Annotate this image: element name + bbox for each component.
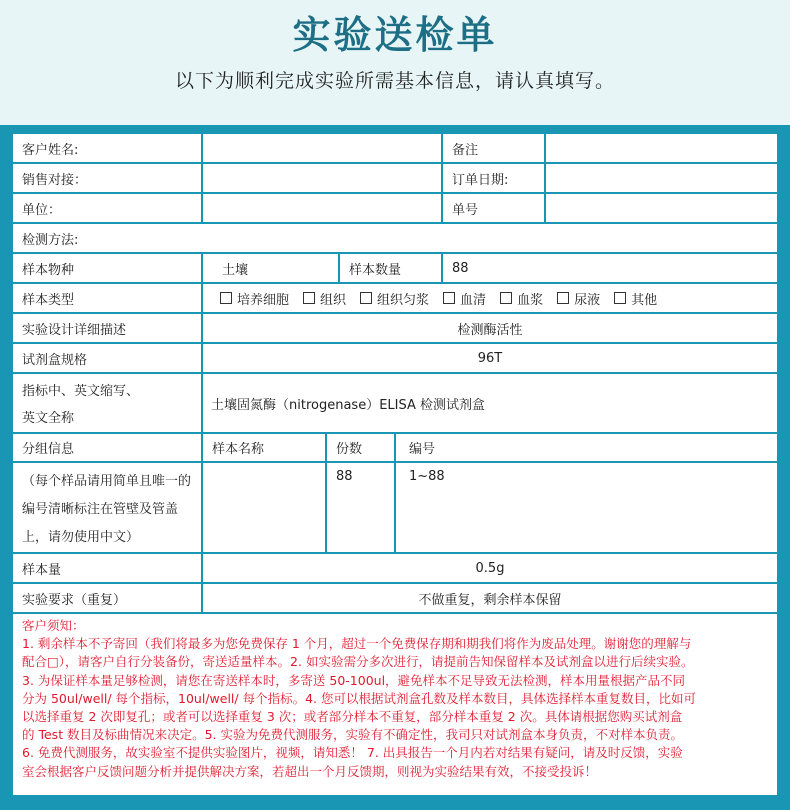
- page-title: 实验送检单: [292, 13, 498, 57]
- sample-name-field[interactable]: [203, 463, 327, 552]
- row-group-values: [13, 463, 777, 554]
- row-requirement: [13, 584, 777, 614]
- kit-spec-label: 试剂盒规格: [13, 344, 203, 372]
- unit-label: 单位：: [13, 194, 203, 222]
- checkbox-icon[interactable]: [303, 292, 315, 304]
- indicator-value[interactable]: 土壤固氮酶（nitrogenase）ELISA 检测试剂盒: [211, 397, 485, 413]
- notice-line: 室会根据客户反馈问题分析并提供解决方案，若超出一个月反馈期，则视为实验结果有效，不接受投诉！: [22, 763, 598, 779]
- customer-name-label: 客户姓名:: [13, 134, 203, 162]
- sample-type-option-label: 其他: [631, 292, 658, 308]
- sample-type-option[interactable]: [500, 289, 543, 308]
- sample-type-option[interactable]: [360, 289, 429, 308]
- requirement-label: 实验要求（重复）: [13, 584, 203, 612]
- sample-type-option-label: 血浆: [517, 292, 544, 308]
- indicator-label-line: 指标中、英文缩写、: [22, 384, 140, 399]
- form-frame: [0, 125, 790, 810]
- notice-line: 以选择重复 2 次即复孔；或者可以选择重复 3 次；或者部分样本不重复，部分样本重复 2 次。具体请根据您购买试剂盒: [22, 709, 683, 725]
- notice-line: 6. 免费代测服务，故实验室不提供实验图片，视频，请知悉！ 7. 出具报告一个月内若对结果有疑问，请及时反馈，实验: [22, 745, 683, 761]
- sample-type-option-label: 组织: [320, 292, 347, 308]
- row-species: [13, 254, 777, 284]
- sample-type-label: 样本类型: [13, 284, 203, 312]
- sample-type-option-label: 培养细胞: [237, 292, 290, 308]
- requirement-value[interactable]: 不做重复，剩余样本保留: [418, 592, 562, 608]
- row-design: [13, 314, 777, 344]
- row-indicator: [13, 374, 777, 434]
- sample-type-option-label: 血清: [460, 292, 487, 308]
- sample-type-option[interactable]: [557, 289, 600, 308]
- copies-header: 份数: [327, 434, 396, 461]
- row-unit: [13, 194, 777, 224]
- page-subtitle: 以下为顺利完成实验所需基本信息，请认真填写。: [174, 70, 615, 92]
- checkbox-icon[interactable]: [220, 292, 232, 304]
- order-date-label: 订单日期:: [443, 164, 546, 192]
- notice-line: 1. 剩余样本不予寄回（我们将最多为您免费保存 1 个月，超过一个免费保存期和期我们将作为废品处理。谢谢您的理解与: [22, 636, 692, 652]
- row-sample-type: [13, 284, 777, 314]
- sample-type-option[interactable]: [443, 289, 486, 308]
- remark-field[interactable]: [546, 134, 777, 162]
- group-note-line: （每个样品请用简单且唯一的: [22, 473, 192, 489]
- notice-line: 配合□），请客户自行分装备份，寄送适量样本。2. 如实验需分多次进行，请提前告知保留样本及试剂盒以进行后续实验。: [22, 654, 694, 670]
- row-group-header: [13, 434, 777, 463]
- notice-line: 分为 50ul/well/ 每个指标，10ul/well/ 每个指标。4. 您可以根据试剂盒孔数及样本数目，具体选择样本重复数目，比如可: [22, 690, 696, 706]
- checkbox-icon[interactable]: [443, 292, 455, 304]
- number-header: 编号: [409, 442, 436, 457]
- number-value[interactable]: 1~88: [409, 469, 445, 484]
- copies-value[interactable]: 88: [327, 463, 396, 552]
- group-note-line: 编号清晰标注在管壁及管盖: [22, 501, 179, 517]
- method-label: 检测方法:: [22, 232, 79, 248]
- sample-count-label: 样本数量: [340, 254, 443, 282]
- sample-type-options: [203, 284, 777, 312]
- order-date-field[interactable]: [546, 164, 777, 192]
- checkbox-icon[interactable]: [614, 292, 626, 304]
- order-number-field[interactable]: [546, 194, 777, 222]
- checkbox-icon[interactable]: [500, 292, 512, 304]
- sales-contact-field[interactable]: [203, 164, 443, 192]
- species-value[interactable]: 土壤: [203, 254, 340, 282]
- group-note-line: 上，请勿使用中文）: [22, 530, 140, 546]
- sample-type-option[interactable]: [303, 289, 346, 308]
- checkbox-icon[interactable]: [557, 292, 569, 304]
- checkbox-icon[interactable]: [360, 292, 372, 304]
- customer-name-field[interactable]: [203, 134, 443, 162]
- indicator-label-line: 英文全称: [22, 411, 75, 426]
- row-sales-contact: [13, 164, 777, 194]
- row-amount: [13, 554, 777, 584]
- notice-title: 客户须知：: [22, 618, 85, 633]
- group-label: 分组信息: [13, 434, 203, 461]
- design-label: 实验设计详细描述: [13, 314, 203, 342]
- sales-contact-label: 销售对接：: [13, 164, 203, 192]
- notice-line: 的 Test 数目及标曲情况来决定。5. 实验为免费代测服务，实验有不确定性，我司只对试剂盒本身负责，不对样本负责。: [22, 727, 683, 743]
- sample-name-header: 样本名称: [203, 434, 327, 461]
- sample-type-option-label: 组织匀浆: [377, 292, 430, 308]
- row-kit-spec: [13, 344, 777, 374]
- design-value[interactable]: 检测酶活性: [457, 322, 523, 338]
- row-customer-name: [13, 134, 777, 164]
- sample-count-value[interactable]: 88: [452, 260, 469, 276]
- sample-type-option[interactable]: [220, 289, 289, 308]
- unit-field[interactable]: [203, 194, 443, 222]
- indicator-label: [13, 374, 203, 432]
- remark-label: 备注: [443, 134, 546, 162]
- amount-label: 样本量: [13, 554, 203, 582]
- kit-spec-value[interactable]: 96T: [477, 350, 503, 366]
- group-note: [13, 463, 203, 552]
- notice-line: 3. 为保证样本量足够检测，请您在寄送样本时，多寄送 50-100ul，避免样本不足导致无法检测，样本用量根据产品不同: [22, 672, 686, 688]
- row-method: [13, 224, 777, 254]
- species-label: 样本物种: [13, 254, 203, 282]
- sample-type-option[interactable]: [614, 289, 657, 308]
- order-number-label: 单号: [443, 194, 546, 222]
- sample-type-option-label: 尿液: [574, 292, 601, 308]
- customer-notice: [13, 614, 777, 795]
- amount-value[interactable]: 0.5g: [475, 560, 505, 576]
- submission-form: [13, 134, 777, 795]
